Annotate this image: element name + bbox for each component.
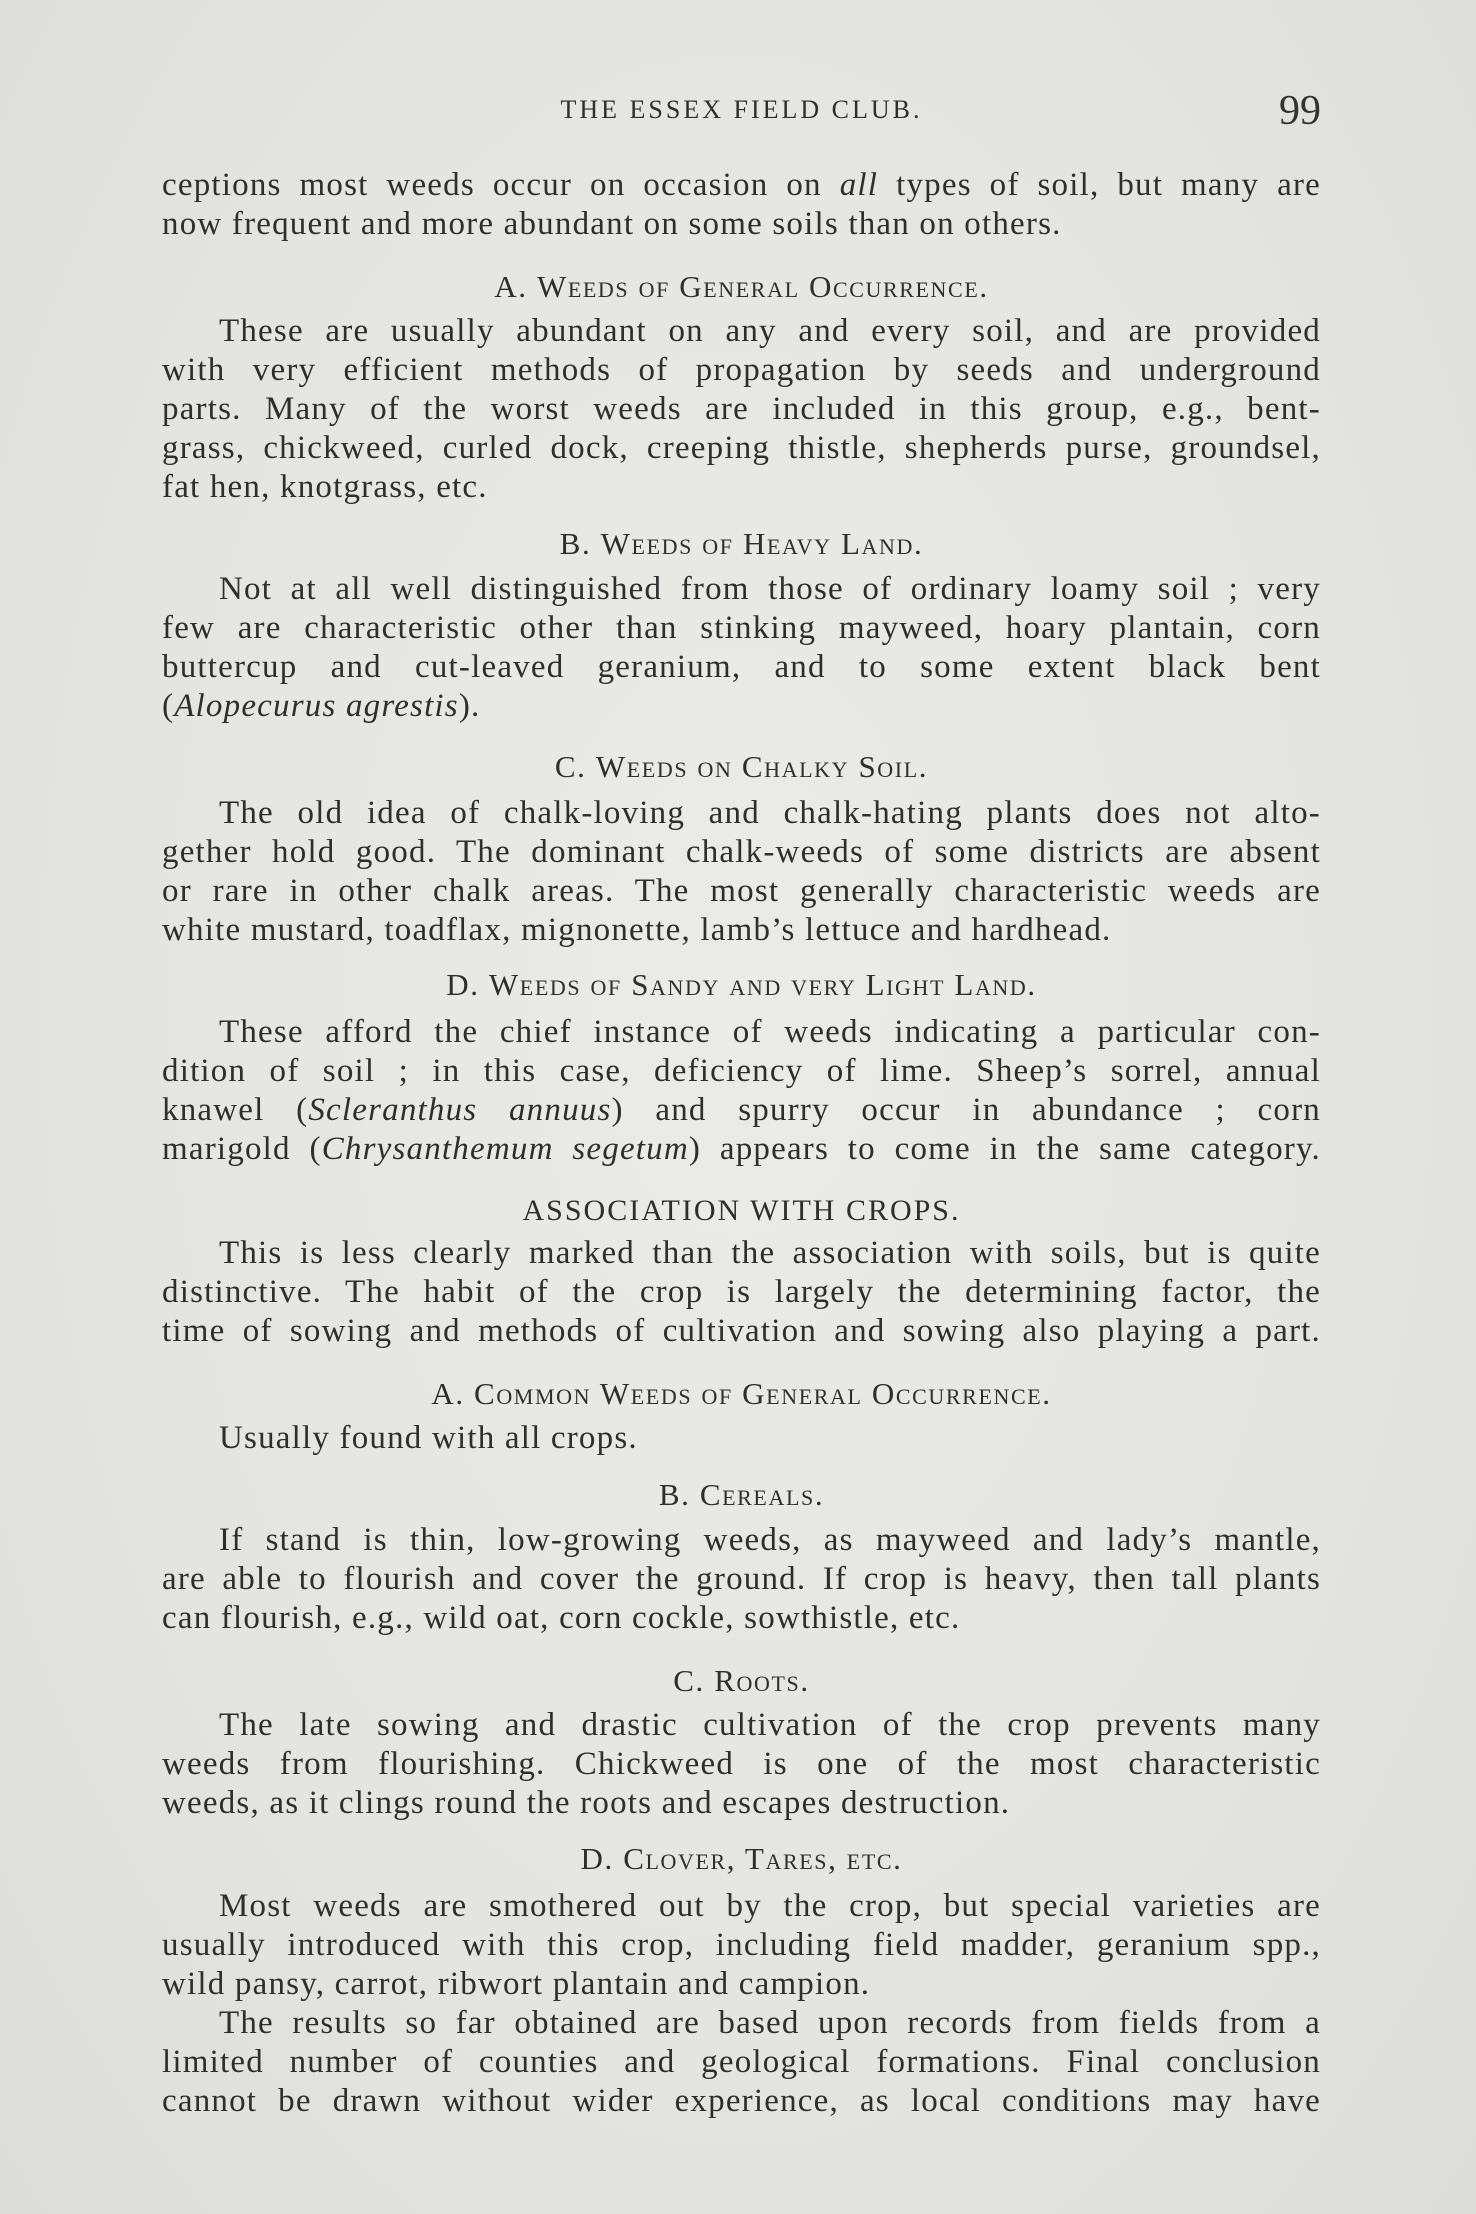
- text-line: These are usually abundant on any and every soil, and are provided: [219, 313, 1321, 349]
- text-line: buttercup and cut-leaved geranium, and to some extent black bent: [162, 649, 1321, 685]
- heading-title: Cereals.: [699, 1477, 825, 1512]
- paragraph: [162, 1887, 1321, 2004]
- text-line: Usually found with all crops.: [219, 1420, 638, 1456]
- section-heading: [162, 1475, 1321, 1515]
- paragraph: [162, 312, 1321, 507]
- heading-letter: A.: [431, 1376, 465, 1411]
- text-segment: types of soil, but many are: [896, 167, 1321, 203]
- text-line: weeds, as it clings round the roots and escapes destruction.: [162, 1785, 1011, 1821]
- section-heading: [162, 1661, 1321, 1701]
- heading-title: Weeds of General Occurrence.: [536, 269, 989, 304]
- running-title: THE ESSEX FIELD CLUB.: [560, 95, 923, 124]
- text-segment: ) and spurry occur in abundance ; corn: [611, 1092, 1321, 1128]
- text-line: white mustard, toadflax, mignonette, lamb’s lettuce and hardhead.: [162, 912, 1112, 948]
- text-line: [162, 1130, 1321, 1169]
- heading-title: Weeds of Heavy Land.: [600, 526, 924, 561]
- text-line: parts. Many of the worst weeds are included in this group, e.g., bent-: [162, 391, 1321, 427]
- heading-letter: C.: [673, 1663, 705, 1698]
- paragraph: [162, 1706, 1321, 1823]
- text-line: If stand is thin, low-growing weeds, as mayweed and lady’s mantle,: [219, 1522, 1321, 1558]
- text-line: The late sowing and drastic cultivation of the crop prevents many: [219, 1707, 1321, 1743]
- text-line: [162, 1091, 1321, 1130]
- text-line: usually introduced with this crop, including field madder, geranium spp.,: [162, 1927, 1321, 1963]
- text-line: [162, 687, 1321, 726]
- italic-term: Chrysanthemum segetum: [321, 1131, 689, 1167]
- heading-title: Common Weeds of General Occurrence.: [474, 1376, 1052, 1411]
- paragraph: [162, 794, 1321, 950]
- paragraph: [162, 2004, 1321, 2121]
- paragraph: [162, 570, 1321, 726]
- heading-title: Weeds on Chalky Soil.: [595, 749, 929, 784]
- text-line: limited number of counties and geological formations. Final conclusion: [162, 2044, 1321, 2080]
- heading-letter: C.: [554, 749, 587, 784]
- text-line: grass, chickweed, curled dock, creeping thistle, shepherds purse, groundsel,: [162, 430, 1321, 466]
- text-segment: ).: [458, 688, 481, 724]
- text-line: or rare in other chalk areas. The most generally characteristic weeds are: [162, 873, 1321, 909]
- italic-term: Scleranthus annuus: [308, 1092, 612, 1128]
- section-heading: [162, 1839, 1321, 1879]
- text-line: gether hold good. The dominant chalk-weeds of some districts are absent: [162, 834, 1321, 870]
- text-line: Not at all well distinguished from those of ordinary loamy soil ; very: [219, 571, 1321, 607]
- text-line: are able to flourish and cover the ground. If crop is heavy, then tall plants: [162, 1561, 1321, 1597]
- text-line: dition of soil ; in this case, deficiency of lime. Sheep’s sorrel, annual: [162, 1053, 1321, 1089]
- text-line: time of sowing and methods of cultivation and sowing also playing a part.: [162, 1313, 1321, 1349]
- text-line: [162, 166, 1321, 205]
- section-heading: [162, 965, 1321, 1005]
- text-line: now frequent and more abundant on some soils than on others.: [162, 206, 1062, 242]
- text-line: wild pansy, carrot, ribwort plantain and campion.: [162, 1966, 871, 2002]
- heading-letter: A.: [494, 269, 528, 304]
- text-segment: knawel (: [162, 1092, 309, 1128]
- text-segment: (: [162, 688, 175, 724]
- paragraph: [162, 1234, 1321, 1351]
- text-line: The results so far obtained are based upon records from fields from a: [219, 2005, 1321, 2041]
- text-line: fat hen, knotgrass, etc.: [162, 469, 488, 505]
- text-line: distinctive. The habit of the crop is largely the determining factor, the: [162, 1274, 1321, 1310]
- heading-letter: B.: [559, 526, 592, 561]
- text-line: This is less clearly marked than the association with soils, but is quite: [219, 1235, 1321, 1271]
- text-line: with very efficient methods of propagation by seeds and underground: [162, 352, 1321, 388]
- paragraph: [162, 1419, 1321, 1458]
- heading-letter: D.: [580, 1841, 614, 1876]
- heading-title: Weeds of Sandy and very Light Land.: [488, 967, 1037, 1002]
- chapter-heading: ASSOCIATION WITH CROPS.: [522, 1194, 961, 1227]
- text-line: few are characteristic other than stinking mayweed, hoary plantain, corn: [162, 610, 1321, 646]
- text-line: The old idea of chalk-loving and chalk-hating plants does not alto-: [219, 795, 1321, 831]
- text-segment: marigold (: [162, 1131, 322, 1167]
- heading-letter: B.: [658, 1477, 691, 1512]
- text-segment: ceptions most weeds occur on occasion on: [162, 167, 822, 203]
- section-heading: [162, 524, 1321, 564]
- paragraph: [162, 1013, 1321, 1169]
- section-heading: [162, 267, 1321, 307]
- heading-title: Clover, Tares, etc.: [623, 1841, 903, 1876]
- section-heading: [162, 1374, 1321, 1414]
- paragraph: [162, 166, 1321, 244]
- text-line: cannot be drawn without wider experience, as local conditions may have: [162, 2083, 1321, 2119]
- paragraph: [162, 1521, 1321, 1638]
- text-line: can flourish, e.g., wild oat, corn cockle, sowthistle, etc.: [162, 1600, 961, 1636]
- page-number: 99: [1279, 88, 1321, 134]
- italic-term: all: [839, 167, 879, 203]
- text-line: weeds from flourishing. Chickweed is one of the most characteristic: [162, 1746, 1321, 1782]
- heading-title: Roots.: [714, 1663, 810, 1698]
- section-heading: [162, 747, 1321, 787]
- text-line: Most weeds are smothered out by the crop, but special varieties are: [219, 1888, 1321, 1924]
- text-segment: ) appears to come in the same category.: [688, 1131, 1321, 1167]
- text-line: These afford the chief instance of weeds indicating a particular con-: [219, 1014, 1321, 1050]
- italic-term: Alopecurus agrestis: [174, 688, 459, 724]
- heading-letter: D.: [446, 967, 480, 1002]
